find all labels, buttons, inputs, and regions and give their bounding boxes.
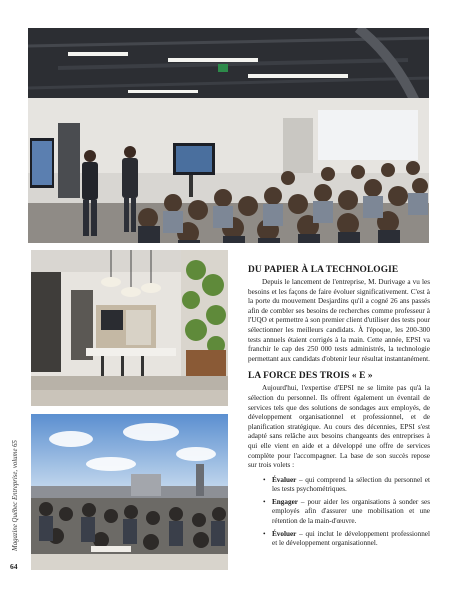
- bullet-icon: •: [263, 529, 266, 538]
- pillars-list: [248, 476, 430, 549]
- pillar-text: – pour aider les organisations à sonder ses employés afin d'assurer une mobilisation et une rétention de la main-d'œuvre.: [272, 497, 430, 526]
- pillar-term: Évaluer: [272, 475, 297, 484]
- section-heading-three-e: LA FORCE DES TROIS « E »: [248, 371, 373, 382]
- list-item: [263, 497, 430, 527]
- pillar-term: Évoluer: [272, 529, 297, 538]
- section-paragraph-three-e: Aujourd'hui, l'expertise d'EPSI ne se limite pas qu'à la sélection du personnel. Ils offrent également un éventail de services tels que des solutions de sondages aux employés, de développement organisationnel et professionnel, et de planification stratégique. Au cours des décennies, EPSI s'est adapté sans relâche aux besoins changeants des entreprises à qui elle vient en aide et a développé une offre de services complète pour l'accompagner. La base de son succès repose sur trois volets :: [248, 384, 430, 470]
- pillar-text: – qui comprend la sélection du personnel et les tests psychométriques.: [272, 475, 430, 494]
- bullet-icon: •: [263, 475, 266, 484]
- photo-office-lounge: [31, 250, 228, 406]
- article-body: [248, 265, 430, 552]
- section-paragraph-technology: Depuis le lancement de l'entreprise, M. Durivage a vu les besoins et les façons de faire évoluer significativement. C'est à la porte du mouvement Desjardins qu'il a cogné 26 ans passés afin de combler ses besoins de recherches comme professeur à l'UQO et permettre à son premier client d'utiliser des tests pour sélectionner les meilleurs candidats. À l'époque, les 200-300 tests annuels étaient corrigés à la main. Cette année, EPSI va franchir le cap des 250 000 tests administrés, la technologie permettant aux candidats d'obtenir leur résultat instantanément.: [248, 278, 430, 363]
- photo-conference-audience: [28, 28, 429, 243]
- page-number: 64: [10, 562, 18, 571]
- magazine-sidebar: [0, 430, 30, 560]
- photo-rooftop-terrace: [31, 414, 228, 570]
- bullet-icon: •: [263, 497, 266, 506]
- pillar-term: Engager: [272, 497, 298, 506]
- list-item: [263, 529, 430, 549]
- pillar-text: – qui inclut le développement professionnel et le développement organisationnel.: [272, 529, 430, 548]
- list-item: [263, 475, 430, 495]
- magazine-volume-label: Magazine Québec Entreprise, volume 65: [11, 439, 19, 551]
- section-heading-technology: DU PAPIER À LA TECHNOLOGIE: [248, 265, 399, 275]
